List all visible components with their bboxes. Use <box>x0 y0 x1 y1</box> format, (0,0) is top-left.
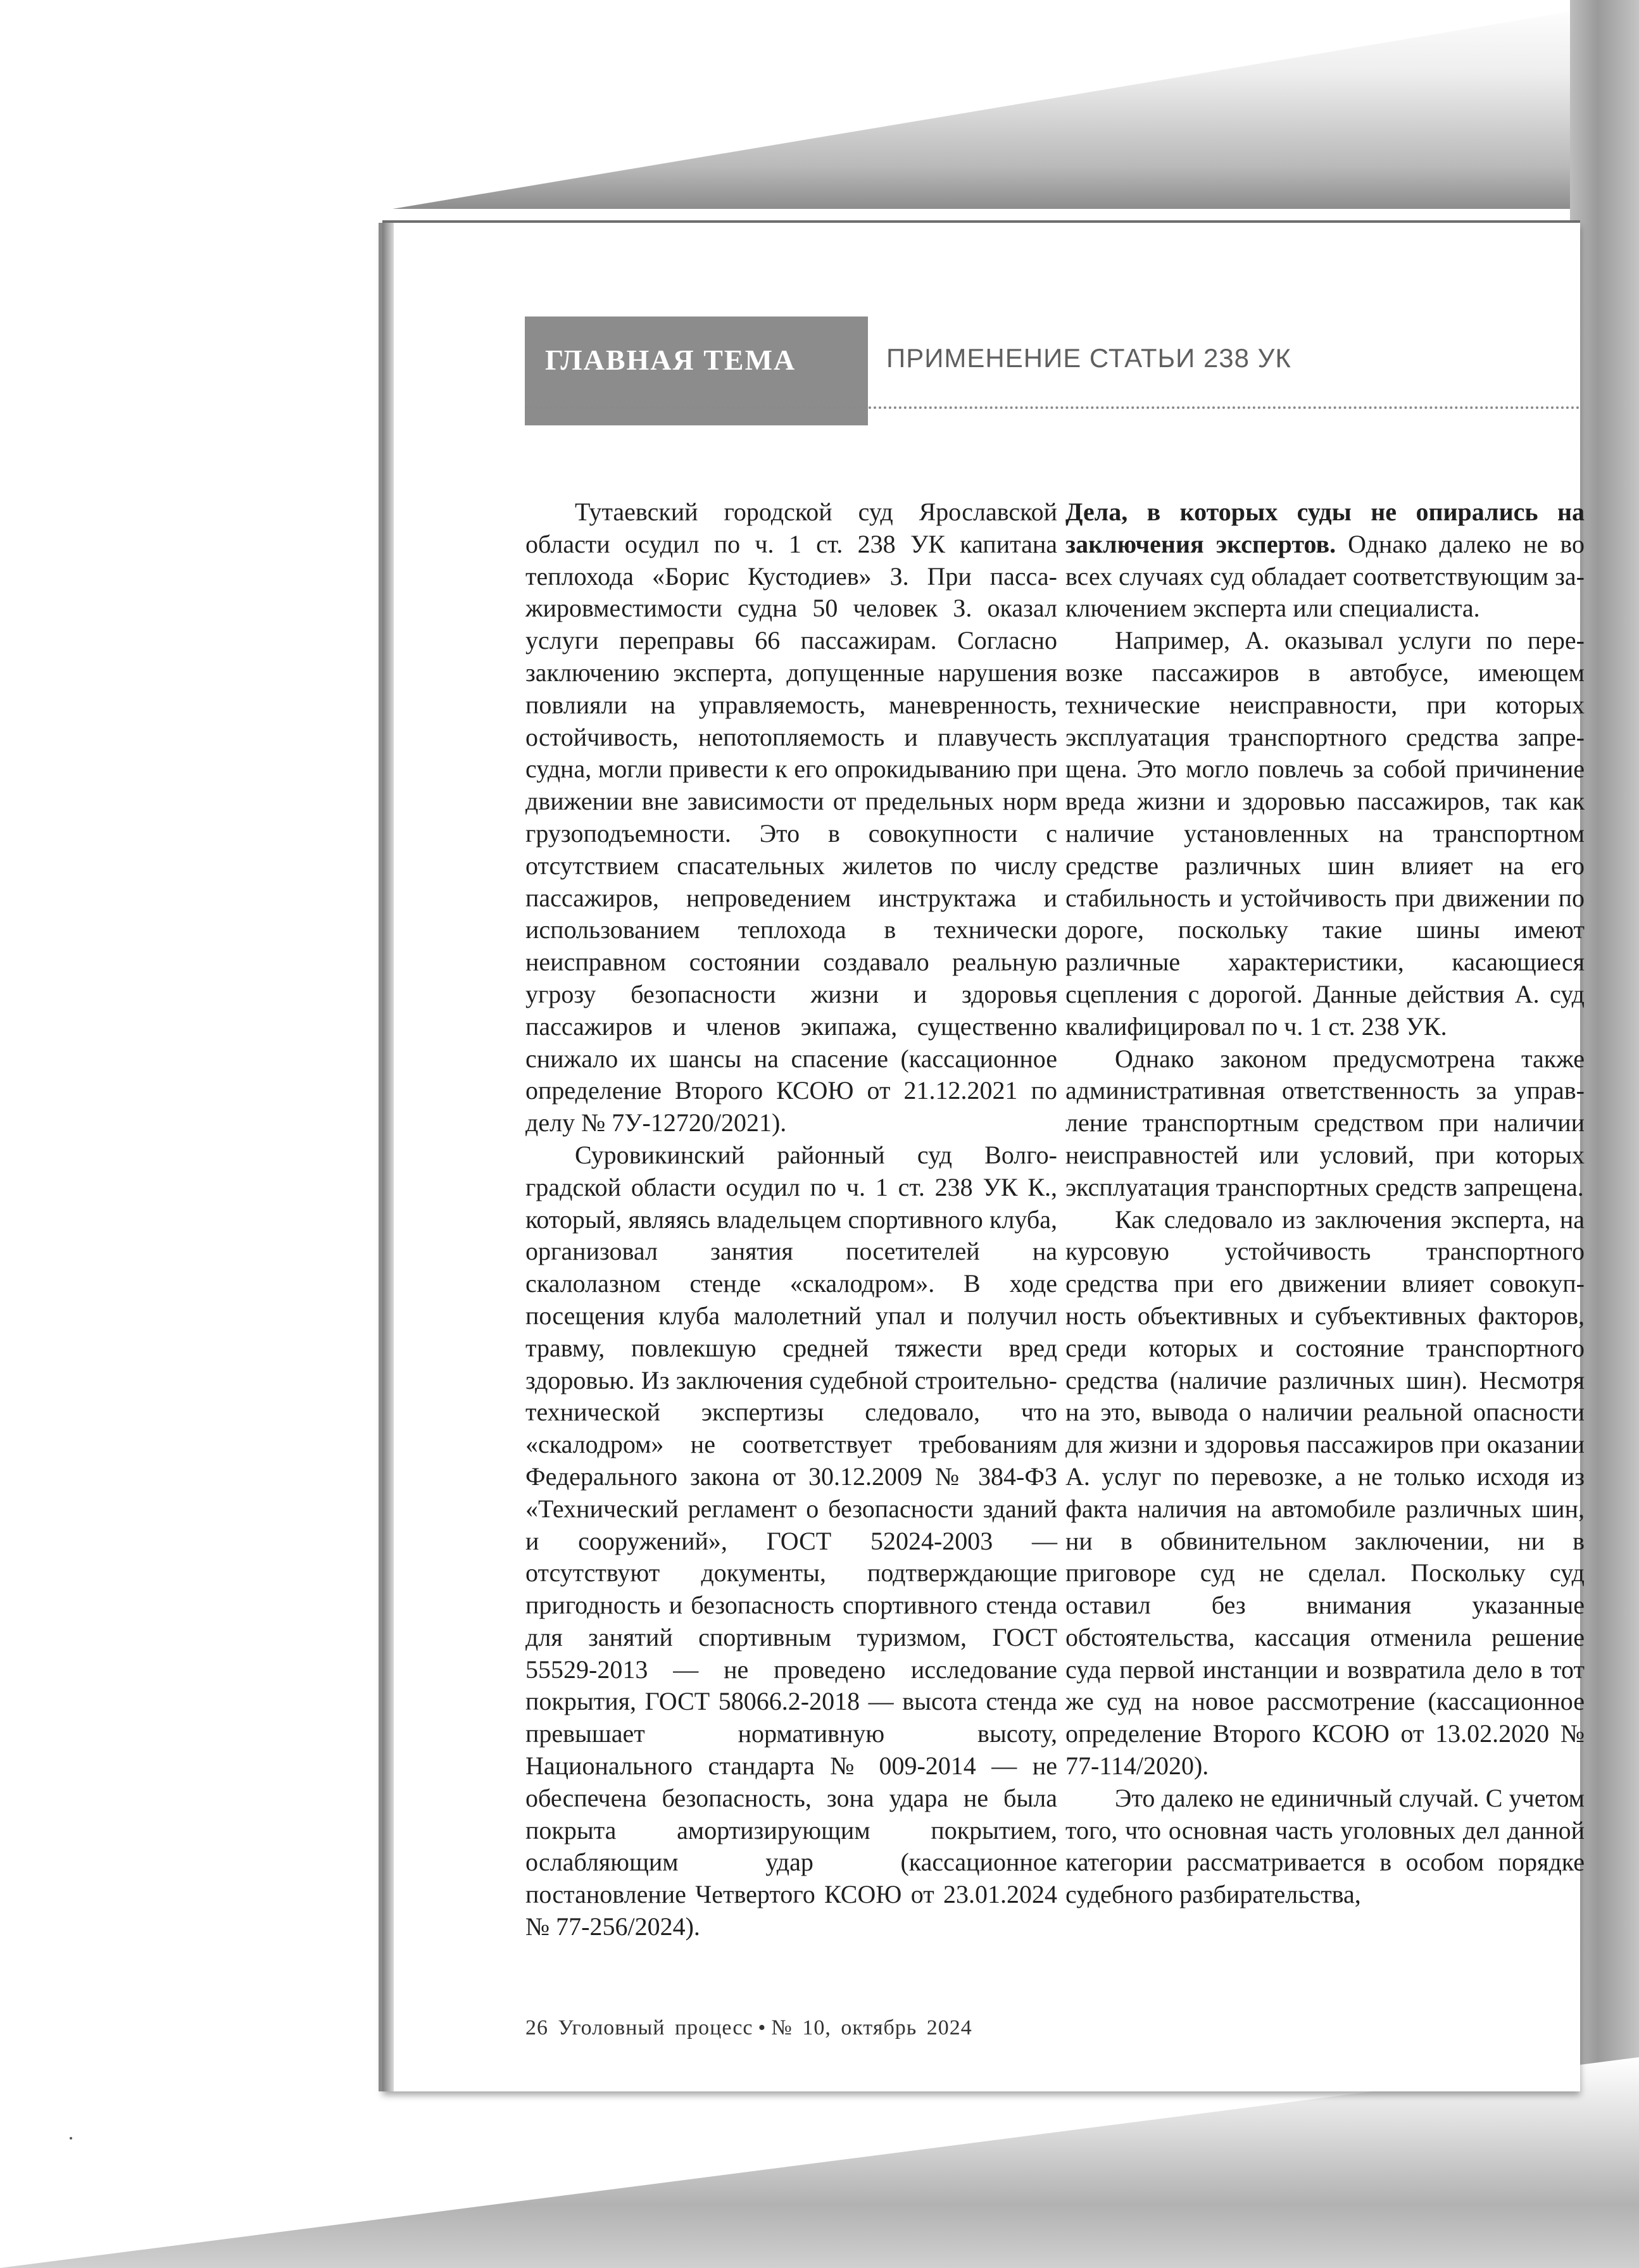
right-column <box>1065 496 1585 1911</box>
paragraph: Суровикинский районный суд Волгоградской области осудил по ч. 1 ст. 238 УК К., который, являясь владельцем спортивного клуба, организовал занятия посетителей на скалолазном стенде «скалодром». В ходе посещения клуба малолетний упал и получил травму, повлекшую средней тяжести вред здоровью. Из заключения судебной строительно-технической экспертизы следовало, что «скалодром» не соответствует требованиям Федерального закона от 30.12.2009 № 384-ФЗ «Технический регламент о безопасности зданий и сооружений», ГОСТ 52024-2003 — отсутствуют документы, подтверждающие пригодность и безопасность спортивного стенда для занятий спортивным туризмом, ГОСТ 55529-2013 — не проведено исследование покрытия, ГОСТ 58066.2-2018 — высота стенда превышает нормативную высоту, Национального стандарта № 009-2014 — не обеспечена безопасность, зона удара не была покрыта амортизирующим покрытием, ослабляющим удар (кассационное постановление Четвертого КСОЮ от 23.01.2024 № 77-256/2024). <box>525 1140 1057 1941</box>
paragraph: Как следовало из заключения эксперта, на курсовую устойчивость транспортного средства при его движении влияет совокупность объективных и субъективных факторов, среди которых и состояние транспортного средства (наличие различных шин). Несмотря на это, вывода о наличии реальной опасности для жизни и здоровья пассажиров при оказании А. услуг по перевозке, а не только исходя из факта наличия на автомобиле различных шин, ни в обвинительном заключении, ни в приговоре суд не сделал. Поскольку суд оставил без внимания указанные обстоятельства, кассация отменила решение суда первой инстанции и возвратила дело в тот же суд на новое рассмотрение (кассационное определение Второго КСОЮ от 13.02.2020 № 77-114/2020). <box>1065 1205 1585 1781</box>
header-dotted-rule <box>525 406 1580 409</box>
magazine-page <box>382 223 1585 2091</box>
paragraph: Однако законом предусмотрена также административная ответственность за управление транспортным средством при наличии неисправностей или условий, при которых эксплуатация транспортных средств запрещена. <box>1065 1044 1585 1201</box>
section-subtitle: ПРИМЕНЕНИЕ СТАТЬИ 238 УК <box>886 343 1291 373</box>
page-spine-shadow <box>382 223 394 2091</box>
bullet-separator: • <box>758 2016 767 2039</box>
subheading: Дела, в которых суды не опирались на заключения экспертов. <box>1065 498 1585 558</box>
paragraph: Например, А. оказывал услуги по перевозке пассажиров в автобусе, имеющем технические неисправности, при которых эксплуатация транспортного средства запрещена. Это могло повлечь за собой причинение вреда жизни и здоровью пассажиров, так как наличие установленных на транспортном средстве различных шин влияет на его стабильность и устойчивость при движении по дороге, поскольку такие шины имеют различные характеристики, касающиеся сцепления с дорогой. Данные действия А. суд квалифицировал по ч. 1 ст. 238 УК. <box>1065 626 1585 1041</box>
scan-dust-mark <box>70 2137 72 2140</box>
lead-text: Однако далеко не во всех случаях суд обладает соответствующим заключением эксперта или специалиста. <box>1065 529 1585 623</box>
lead-paragraph <box>1065 496 1585 625</box>
section-tag: ГЛАВНАЯ ТЕМА <box>525 316 868 425</box>
page-number: 26 <box>525 2016 548 2039</box>
left-column <box>525 496 1057 1943</box>
page-footer <box>525 2016 972 2040</box>
scan-shadow-top <box>392 0 1639 209</box>
journal-name: Уголовный процесс <box>558 2016 753 2039</box>
paragraph: Это далеко не единичный случай. С учетом того, что основная часть уголовных дел данной категории рассматривается в особом порядке судебного разбирательства, <box>1065 1783 1585 1909</box>
issue-info: № 10, октябрь 2024 <box>771 2016 972 2039</box>
paragraph: Тутаевский городской суд Ярославской области осудил по ч. 1 ст. 238 УК капитана теплохода «Борис Кустодиев» З. При пассажировместимости судна 50 человек З. оказал услуги переправы 66 пассажирам. Согласно заключению эксперта, допущенные нарушения повлияли на управляемость, маневренность, остойчивость, непотопляемость и плавучесть судна, могли привести к его опрокидыванию при движении вне зависимости от предельных норм грузоподъемности. Это в совокупности с отсутствием спасательных жилетов по числу пассажиров, непроведением инструктажа и использованием теплохода в технически неисправном состоянии создавало реальную угрозу безопасности жизни и здоровья пассажиров и членов экипажа, существенно снижало их шансы на спасение (кассационное определение Второго КСОЮ от 21.12.2021 по делу № 7У-12720/2021). <box>525 498 1057 1137</box>
